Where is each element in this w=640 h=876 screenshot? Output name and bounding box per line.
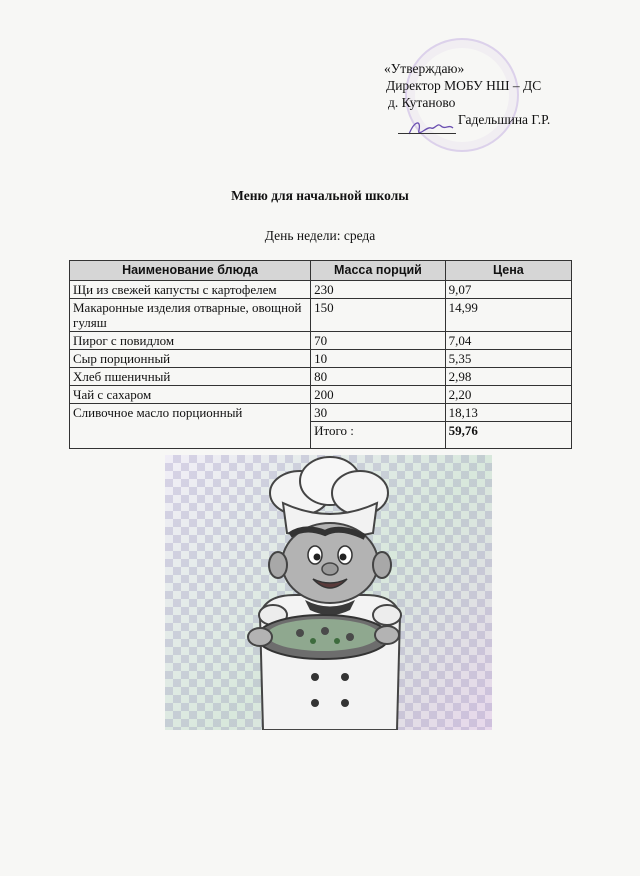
menu-table [69,260,572,449]
dish-mass: 200 [311,386,446,404]
header-price: Цена [445,261,571,281]
handwritten-signature [405,116,457,140]
chef-illustration [165,455,492,730]
table-row [70,350,572,368]
table-row [70,332,572,350]
page-title: Меню для начальной школы [231,188,409,203]
dish-mass: 30 [311,404,446,422]
total-value: 59,76 [445,422,571,449]
table-row [70,281,572,299]
dish-name: Макаронные изделия отварные, овощной гуляш [70,299,311,332]
dish-price: 9,07 [445,281,571,299]
dish-price: 5,35 [445,350,571,368]
dish-name: Щи из свежей капусты с картофелем [70,281,311,299]
approval-signer-name: Гадельшина Г.Р. [458,112,551,127]
dish-price: 2,98 [445,368,571,386]
dish-mass: 70 [311,332,446,350]
dish-mass: 80 [311,368,446,386]
weekday-label: День недели: среда [264,228,376,243]
approval-location: д. Кутаново [388,95,456,110]
signature-line [398,133,456,134]
dish-price: 2,20 [445,386,571,404]
header-dish: Наименование блюда [70,261,311,281]
table-header-row [70,261,572,281]
table-row [70,386,572,404]
approval-title: «Утверждаю» [384,61,465,76]
dish-name: Сыр порционный [70,350,311,368]
dish-mass: 10 [311,350,446,368]
table-row [70,299,572,332]
dish-name: Хлеб пшеничный [70,368,311,386]
approval-position: Директор МОБУ НШ – ДС [386,78,542,93]
total-label: Итого : [311,422,446,449]
dish-name: Чай с сахаром [70,386,311,404]
table-row [70,404,572,422]
dish-name: Сливочное масло порционный [70,404,311,449]
dish-mass: 230 [311,281,446,299]
chef-face-icon [269,523,391,603]
header-mass: Масса порций [311,261,446,281]
pizza-icon [257,615,389,659]
dish-price: 18,13 [445,404,571,422]
dish-mass: 150 [311,299,446,332]
table-row [70,368,572,386]
dish-price: 7,04 [445,332,571,350]
dish-price: 14,99 [445,299,571,332]
dish-name: Пирог с повидлом [70,332,311,350]
chef-drawing [165,455,492,730]
